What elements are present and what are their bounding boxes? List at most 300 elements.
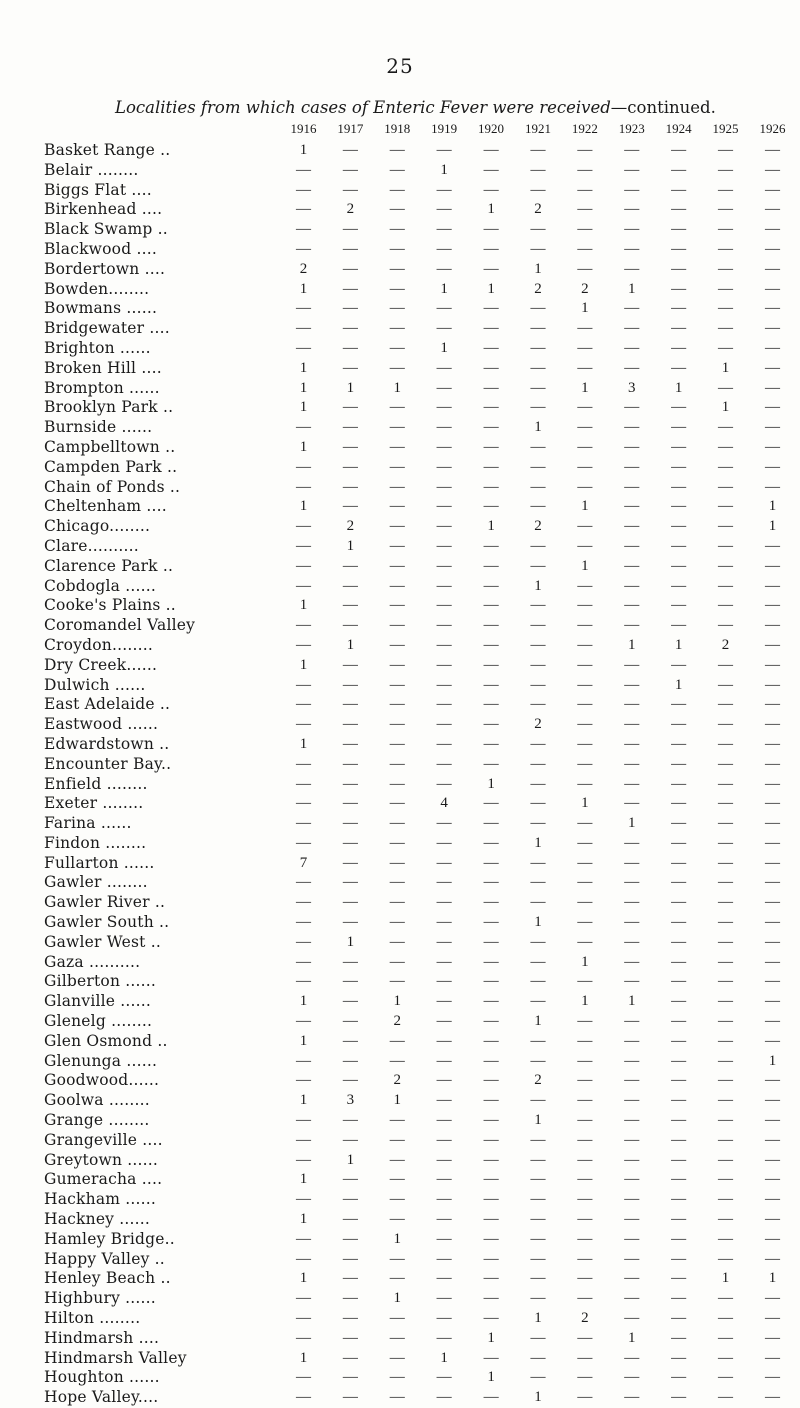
case-count-1916: 1 — [299, 1349, 308, 1366]
locality-name: Black Swamp .. — [44, 220, 168, 239]
case-count-1920: 1 — [487, 280, 495, 297]
table-row — [44, 715, 796, 735]
case-count-1919: — — [436, 379, 452, 396]
case-count-1920: — — [483, 498, 499, 515]
table-row — [44, 1289, 796, 1309]
case-count-1922: — — [577, 240, 593, 257]
case-count-1918: — — [389, 142, 405, 158]
case-count-1926: — — [764, 1250, 780, 1267]
case-count-1916: 2 — [299, 260, 308, 277]
case-count-1926: — — [764, 953, 780, 970]
case-count-1922: — — [577, 221, 593, 238]
case-count-1926: — — [764, 993, 780, 1010]
case-count-1925: — — [718, 993, 734, 1010]
case-count-1918: — — [389, 339, 405, 356]
case-count-1921: 2 — [534, 518, 542, 535]
case-count-1917: — — [342, 359, 358, 376]
case-count-1916: — — [296, 557, 311, 574]
locality-name: Coromandel Valley — [44, 616, 196, 635]
case-count-1916: — — [296, 1310, 311, 1327]
case-count-1916: — — [296, 636, 311, 653]
case-count-1922: — — [577, 518, 593, 535]
table-row — [44, 656, 796, 676]
case-count-1919: — — [436, 993, 452, 1010]
case-count-1922: — — [577, 1250, 593, 1267]
case-count-1921: — — [530, 597, 546, 614]
case-count-1918: — — [389, 419, 405, 436]
case-count-1923: — — [624, 914, 640, 931]
case-count-1919: — — [436, 1329, 452, 1346]
case-count-1921: — — [530, 1092, 546, 1109]
case-count-1926: — — [764, 260, 780, 277]
case-count-1923: — — [624, 735, 640, 752]
case-count-1923: — — [624, 973, 640, 990]
case-count-1923: — — [624, 775, 640, 792]
case-count-1923: — — [624, 1151, 640, 1168]
case-count-1919: — — [436, 953, 452, 970]
case-count-1920: — — [483, 735, 499, 752]
case-count-1918: — — [389, 1151, 405, 1168]
locality-name: Belair ........ — [44, 160, 139, 179]
case-count-1925: — — [718, 379, 734, 396]
case-count-1917: — — [342, 557, 358, 574]
table-row — [44, 1210, 796, 1230]
case-count-1917: — — [342, 1171, 358, 1188]
case-count-1920: — — [483, 854, 499, 871]
case-count-1920: — — [483, 537, 499, 554]
case-count-1926: — — [764, 894, 780, 911]
table-row — [44, 1349, 796, 1369]
case-count-1918: — — [389, 1310, 405, 1327]
case-count-1918: — — [389, 854, 405, 871]
case-count-1925: — — [718, 1389, 734, 1406]
case-count-1916: — — [296, 834, 311, 851]
case-count-1923: — — [624, 221, 640, 238]
case-count-1919: — — [436, 478, 452, 495]
case-count-1917: — — [342, 260, 358, 277]
table-row — [44, 240, 796, 260]
case-count-1916: — — [296, 1290, 311, 1307]
case-count-1926: — — [764, 379, 780, 396]
case-count-1926: 1 — [768, 518, 777, 535]
case-count-1919: — — [436, 438, 452, 455]
case-count-1925: — — [718, 260, 734, 277]
case-count-1923: — — [624, 339, 640, 356]
case-count-1917: — — [342, 735, 358, 752]
case-count-1923: — — [624, 1349, 640, 1366]
case-count-1919: — — [436, 399, 452, 416]
case-count-1917: — — [342, 656, 358, 673]
page-number: 25 — [386, 54, 414, 78]
case-count-1922: — — [577, 874, 593, 891]
case-count-1918: — — [389, 656, 405, 673]
locality-name: Bridgewater .... — [44, 319, 170, 338]
case-count-1918: — — [389, 617, 405, 634]
year-header-row — [0, 121, 800, 141]
table-row — [44, 537, 796, 557]
table-row — [44, 834, 796, 854]
case-count-1917: 1 — [346, 537, 355, 554]
table-row — [44, 695, 796, 715]
case-count-1917: — — [342, 1329, 358, 1346]
table-row — [44, 1091, 796, 1111]
year-header-1920: 1920 — [478, 121, 505, 136]
locality-name: Exeter ........ — [44, 794, 144, 813]
case-count-1921: — — [530, 1052, 546, 1069]
locality-name: Farina ...... — [44, 814, 132, 833]
case-count-1925: — — [718, 142, 734, 158]
case-count-1926: — — [764, 617, 780, 634]
locality-name: Hamley Bridge.. — [44, 1229, 175, 1248]
case-count-1925: — — [718, 1032, 734, 1049]
case-count-1924: — — [671, 696, 687, 713]
case-count-1918: — — [389, 933, 405, 950]
case-count-1919: — — [436, 359, 452, 376]
locality-name: Clare.......... — [44, 536, 139, 555]
case-count-1922: — — [577, 755, 593, 772]
case-count-1923: — — [624, 874, 640, 891]
case-count-1916: — — [296, 755, 311, 772]
case-count-1926: 1 — [768, 1052, 777, 1069]
case-count-1925: — — [718, 1112, 734, 1129]
case-count-1921: — — [530, 775, 546, 792]
case-count-1924: — — [671, 320, 687, 337]
case-count-1923: — — [624, 537, 640, 554]
case-count-1918: — — [389, 201, 405, 218]
case-count-1916: 1 — [299, 1211, 308, 1228]
case-count-1918: — — [389, 1349, 405, 1366]
case-count-1920: — — [483, 834, 499, 851]
table-row — [44, 972, 796, 992]
case-count-1926: — — [764, 795, 780, 812]
case-count-1916: 1 — [299, 280, 308, 297]
case-count-1923: — — [624, 1310, 640, 1327]
case-count-1918: — — [389, 755, 405, 772]
case-count-1924: — — [671, 478, 687, 495]
case-count-1925: — — [718, 1013, 734, 1030]
case-count-1924: — — [671, 359, 687, 376]
case-count-1924: — — [671, 1151, 687, 1168]
case-count-1917: — — [342, 874, 358, 891]
case-count-1924: — — [671, 201, 687, 218]
case-count-1920: — — [483, 1032, 499, 1049]
table-row — [44, 1170, 796, 1190]
case-count-1919: — — [436, 518, 452, 535]
case-count-1925: — — [718, 438, 734, 455]
locality-name: Bowmans ...... — [44, 299, 158, 318]
table-row — [44, 458, 796, 478]
case-count-1922: — — [577, 933, 593, 950]
locality-name: Happy Valley .. — [44, 1249, 165, 1268]
case-count-1919: — — [436, 498, 452, 515]
case-count-1919: — — [436, 617, 452, 634]
locality-name: Hilton ........ — [44, 1309, 141, 1328]
case-count-1923: — — [624, 498, 640, 515]
case-count-1921: — — [530, 1131, 546, 1148]
case-count-1919: — — [436, 1171, 452, 1188]
case-count-1919: — — [436, 142, 452, 158]
case-count-1925: — — [718, 478, 734, 495]
case-count-1925: — — [718, 914, 734, 931]
case-count-1922: — — [577, 834, 593, 851]
case-count-1926: — — [764, 1112, 780, 1129]
case-count-1918: 1 — [393, 379, 402, 396]
case-count-1917: — — [342, 498, 358, 515]
case-count-1919: — — [436, 1369, 452, 1386]
case-count-1926: — — [764, 815, 780, 832]
case-count-1918: — — [389, 834, 405, 851]
case-count-1926: — — [764, 1171, 780, 1188]
case-count-1917: — — [342, 438, 358, 455]
year-header-1922: 1922 — [571, 121, 598, 136]
locality-name: Eastwood ...... — [44, 715, 159, 734]
case-count-1922: — — [577, 1171, 593, 1188]
case-count-1924: — — [671, 221, 687, 238]
case-count-1919: — — [436, 696, 452, 713]
case-count-1921: 2 — [534, 201, 542, 218]
locality-name: Hope Valley.... — [44, 1388, 159, 1407]
locality-name: Grange ........ — [44, 1111, 150, 1130]
case-count-1920: — — [483, 1349, 499, 1366]
case-count-1920: — — [483, 894, 499, 911]
case-count-1916: — — [296, 617, 311, 634]
case-count-1920: — — [483, 1151, 499, 1168]
case-count-1921: — — [530, 854, 546, 871]
table-row — [44, 794, 796, 814]
case-count-1917: — — [342, 696, 358, 713]
case-count-1916: — — [296, 1151, 311, 1168]
case-count-1922: — — [577, 537, 593, 554]
case-count-1923: — — [624, 953, 640, 970]
case-count-1918: 2 — [393, 1013, 402, 1030]
case-count-1918: — — [389, 438, 405, 455]
case-count-1925: — — [718, 320, 734, 337]
locality-name: Glenunga ...... — [44, 1051, 158, 1070]
case-count-1926: — — [764, 735, 780, 752]
case-count-1921: — — [530, 458, 546, 475]
case-count-1923: 1 — [627, 993, 636, 1010]
case-count-1925: — — [718, 716, 734, 733]
case-count-1918: — — [389, 815, 405, 832]
case-count-1920: — — [483, 795, 499, 812]
locality-name: Chicago........ — [44, 517, 151, 536]
case-count-1918: — — [389, 240, 405, 257]
case-count-1925: — — [718, 894, 734, 911]
case-count-1922: — — [577, 161, 593, 178]
case-count-1923: 1 — [627, 815, 636, 832]
year-header-1916: 1916 — [290, 121, 317, 136]
case-count-1916: — — [296, 181, 311, 198]
locality-name: Campbelltown .. — [44, 437, 176, 456]
case-count-1917: — — [342, 320, 358, 337]
case-count-1920: — — [483, 636, 499, 653]
case-count-1920: — — [483, 142, 499, 158]
table-row — [44, 1269, 796, 1289]
case-count-1925: — — [718, 1191, 734, 1208]
case-count-1923: — — [624, 755, 640, 772]
case-count-1918: — — [389, 795, 405, 812]
table-row — [44, 636, 796, 656]
case-count-1926: — — [764, 755, 780, 772]
case-count-1921: — — [530, 874, 546, 891]
case-count-1925: — — [718, 537, 734, 554]
case-count-1923: — — [624, 399, 640, 416]
case-count-1918: — — [389, 1270, 405, 1287]
case-count-1926: — — [764, 339, 780, 356]
case-count-1917: — — [342, 399, 358, 416]
locality-name: Gawler ........ — [44, 873, 148, 892]
case-count-1922: — — [577, 617, 593, 634]
case-count-1919: — — [436, 1052, 452, 1069]
case-count-1919: — — [436, 1191, 452, 1208]
case-count-1925: — — [718, 1131, 734, 1148]
case-count-1917: — — [342, 854, 358, 871]
case-count-1918: 1 — [393, 1092, 402, 1109]
case-count-1920: — — [483, 260, 499, 277]
case-count-1925: — — [718, 1230, 734, 1247]
case-count-1916: — — [296, 1112, 311, 1129]
case-count-1926: — — [764, 577, 780, 594]
case-count-1916: — — [296, 696, 311, 713]
case-count-1920: 1 — [487, 201, 495, 218]
locality-name: Bordertown .... — [44, 259, 166, 278]
locality-name: Highbury ...... — [44, 1289, 156, 1308]
case-count-1918: — — [389, 1211, 405, 1228]
case-count-1923: — — [624, 617, 640, 634]
case-count-1923: — — [624, 1369, 640, 1386]
case-count-1920: — — [483, 1250, 499, 1267]
case-count-1916: — — [296, 161, 311, 178]
table-row — [44, 596, 796, 616]
case-count-1921: — — [530, 1171, 546, 1188]
case-count-1919: — — [436, 1032, 452, 1049]
case-count-1921: 2 — [534, 280, 542, 297]
case-count-1924: — — [671, 577, 687, 594]
case-count-1921: — — [530, 656, 546, 673]
case-count-1919: — — [436, 716, 452, 733]
case-count-1920: — — [483, 161, 499, 178]
case-count-1926: — — [764, 438, 780, 455]
case-count-1924: — — [671, 240, 687, 257]
case-count-1916: 1 — [299, 498, 308, 515]
case-count-1919: — — [436, 1389, 452, 1406]
case-count-1922: — — [577, 914, 593, 931]
case-count-1926: — — [764, 1191, 780, 1208]
case-count-1921: 2 — [534, 716, 542, 733]
case-count-1917: — — [342, 1191, 358, 1208]
case-count-1916: — — [296, 419, 311, 436]
case-count-1923: — — [624, 142, 640, 158]
case-count-1923: — — [624, 438, 640, 455]
case-count-1921: — — [530, 300, 546, 317]
case-count-1920: — — [483, 1131, 499, 1148]
case-count-1917: — — [342, 142, 358, 158]
case-count-1916: — — [296, 458, 311, 475]
case-count-1916: 1 — [299, 438, 308, 455]
year-header-1918: 1918 — [384, 121, 411, 136]
case-count-1916: — — [296, 320, 311, 337]
case-count-1926: — — [764, 1310, 780, 1327]
case-count-1922: — — [577, 478, 593, 495]
case-count-1926: — — [764, 1211, 780, 1228]
year-header-1923: 1923 — [618, 121, 645, 136]
case-count-1925: — — [718, 1052, 734, 1069]
case-count-1918: — — [389, 1250, 405, 1267]
case-count-1924: — — [671, 142, 687, 158]
case-count-1925: — — [718, 656, 734, 673]
case-count-1919: — — [436, 201, 452, 218]
case-count-1920: — — [483, 458, 499, 475]
case-count-1922: — — [577, 142, 593, 158]
case-count-1919: — — [436, 973, 452, 990]
case-count-1917: — — [342, 834, 358, 851]
case-count-1924: — — [671, 438, 687, 455]
case-count-1916: — — [296, 1329, 311, 1346]
case-count-1923: — — [624, 458, 640, 475]
case-count-1924: — — [671, 914, 687, 931]
case-count-1917: — — [342, 1112, 358, 1129]
case-count-1917: — — [342, 1032, 358, 1049]
case-count-1919: — — [436, 537, 452, 554]
case-count-1925: — — [718, 1092, 734, 1109]
case-count-1926: — — [764, 221, 780, 238]
case-count-1925: — — [718, 953, 734, 970]
locality-name: Grangeville .... — [44, 1130, 163, 1149]
table-row — [44, 359, 796, 379]
case-count-1924: — — [671, 399, 687, 416]
case-count-1925: — — [718, 617, 734, 634]
case-count-1919: — — [436, 577, 452, 594]
case-count-1920: — — [483, 914, 499, 931]
locality-name: Burnside ...... — [44, 418, 153, 437]
case-count-1923: — — [624, 201, 640, 218]
case-count-1922: — — [577, 1270, 593, 1287]
case-count-1925: — — [718, 557, 734, 574]
case-count-1922: 1 — [581, 795, 589, 812]
case-count-1925: — — [718, 518, 734, 535]
case-count-1921: — — [530, 240, 546, 257]
case-count-1922: 1 — [581, 379, 589, 396]
case-count-1926: 1 — [768, 498, 777, 515]
locality-name: Gawler River .. — [44, 893, 166, 912]
case-count-1924: — — [671, 260, 687, 277]
case-count-1919: — — [436, 1131, 452, 1148]
case-count-1926: — — [764, 240, 780, 257]
case-count-1916: — — [296, 1131, 311, 1148]
case-count-1921: — — [530, 1349, 546, 1366]
case-count-1920: — — [483, 973, 499, 990]
case-count-1918: — — [389, 320, 405, 337]
locality-name: Bowden........ — [44, 279, 150, 298]
case-count-1922: — — [577, 260, 593, 277]
case-count-1921: — — [530, 320, 546, 337]
case-count-1916: — — [296, 1369, 311, 1386]
case-count-1916: — — [296, 1191, 311, 1208]
table-row — [44, 141, 796, 161]
case-count-1922: — — [577, 1389, 593, 1406]
case-count-1923: — — [624, 854, 640, 871]
case-count-1921: — — [530, 676, 546, 693]
case-count-1916: — — [296, 339, 311, 356]
table-row — [44, 1131, 796, 1151]
case-count-1920: — — [483, 1230, 499, 1247]
case-count-1926: — — [764, 478, 780, 495]
case-count-1919: — — [436, 1211, 452, 1228]
locality-name: Henley Beach .. — [44, 1269, 171, 1288]
table-row — [44, 418, 796, 438]
case-count-1921: — — [530, 1191, 546, 1208]
table-row — [44, 1012, 796, 1032]
